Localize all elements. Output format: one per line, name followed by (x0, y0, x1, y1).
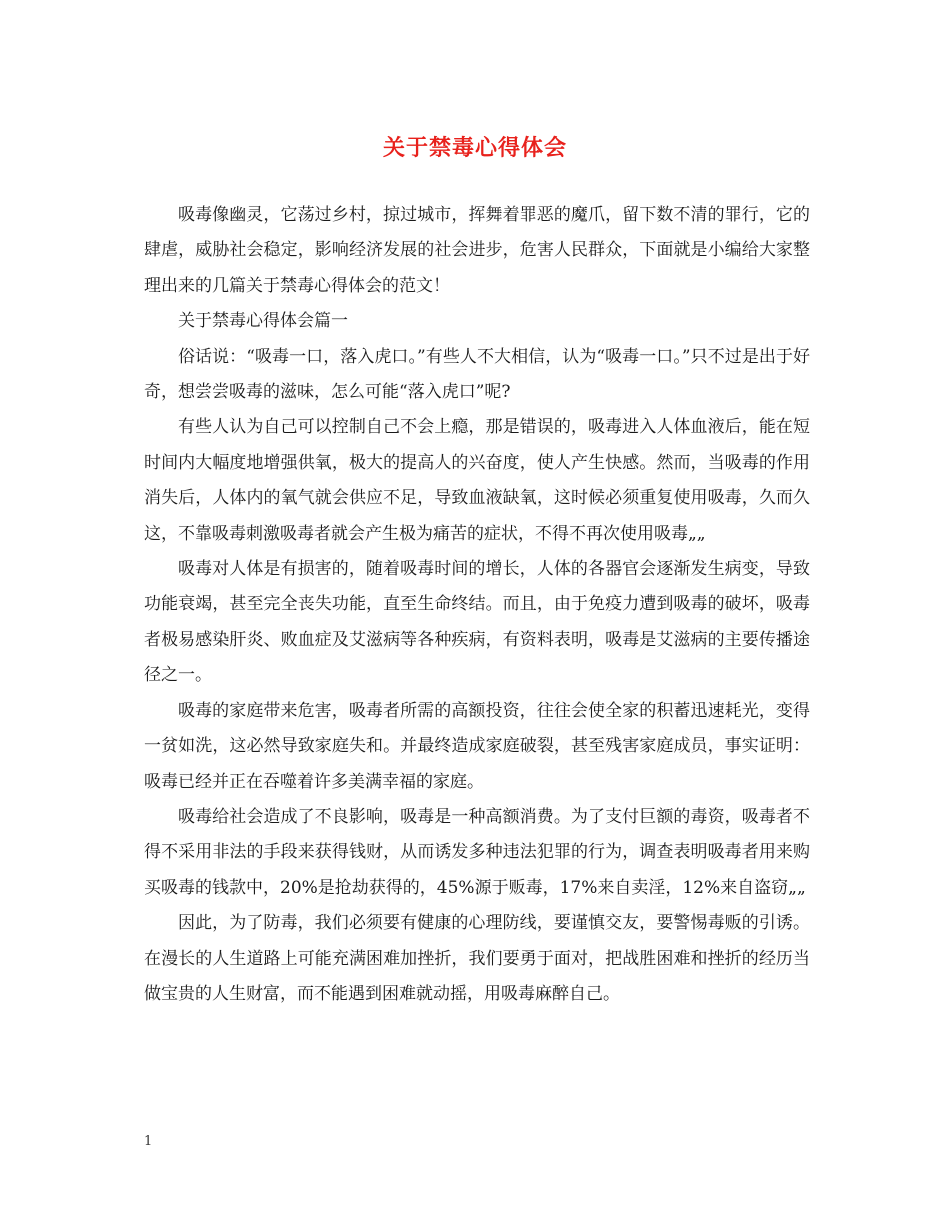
body-paragraph: 吸毒对人体是有损害的，随着吸毒时间的增长，人体的各器官会逐渐发生病变，导致功能衰竭，甚至完全丧失功能，直至生命终结。而且，由于免疫力遭到吸毒的破坏，吸毒者极易感染肝炎、败血症及艾滋病等各种疾病，有资料表明，吸毒是艾滋病的主要传播途径之一。 (144, 559, 810, 686)
page-number: 1 (144, 1134, 153, 1149)
section-heading: 关于禁毒心得体会篇一 (178, 311, 348, 332)
document-body (144, 198, 810, 1012)
body-paragraph: 有些人认为自己可以控制自己不会上瘾，那是错误的，吸毒进入人体血液后，能在短时间内大幅度地增强供氧，极大的提高人的兴奋度，使人产生快感。然而，当吸毒的作用消失后，人体内的氧气就会供应不足，导致血液缺氧，这时候必须重复使用吸毒，久而久这，不靠吸毒刺激吸毒者就会产生极为痛苦的症状，不得不再次使用吸毒„„ (144, 417, 810, 544)
document-title: 关于禁毒心得体会 (382, 135, 567, 161)
body-paragraph: 因此，为了防毒，我们必须要有健康的心理防线，要谨慎交友，要警惕毒贩的引诱。在漫长的人生道路上可能充满困难加挫折，我们要勇于面对，把战胜困难和挫折的经历当做宝贵的人生财富，而不能遇到困难就动摇，用吸毒麻醉自己。 (144, 913, 810, 1004)
body-paragraph: 俗话说：“吸毒一口，落入虎口。”有些人不大相信，认为“吸毒一口。”只不过是出于好奇，想尝尝吸毒的滋味，怎么可能“落入虎口”呢? (144, 346, 810, 403)
body-paragraph: 吸毒的家庭带来危害，吸毒者所需的高额投资，往往会使全家的积蓄迅速耗光，变得一贫如洗，这必然导致家庭失和。并最终造成家庭破裂，甚至残害家庭成员，事实证明：吸毒已经并正在吞噬着许多美满幸福的家庭。 (144, 700, 810, 792)
body-paragraph: 吸毒给社会造成了不良影响，吸毒是一种高额消费。为了支付巨额的毒资，吸毒者不得不采用非法的手段来获得钱财，从而诱发多种违法犯罪的行为，调查表明吸毒者用来购买吸毒的钱款中，20%是抢劫获得的，45%源于贩毒，17%来自卖淫，12%来自盗窃„„ (144, 806, 810, 898)
intro-paragraph: 吸毒像幽灵，它荡过乡村，掠过城市，挥舞着罪恶的魔爪，留下数不清的罪行，它的肆虐，威胁社会稳定，影响经济发展的社会进步，危害人民群众，下面就是小编给大家整理出来的几篇关于禁毒心得体会的范文！ (144, 205, 810, 296)
